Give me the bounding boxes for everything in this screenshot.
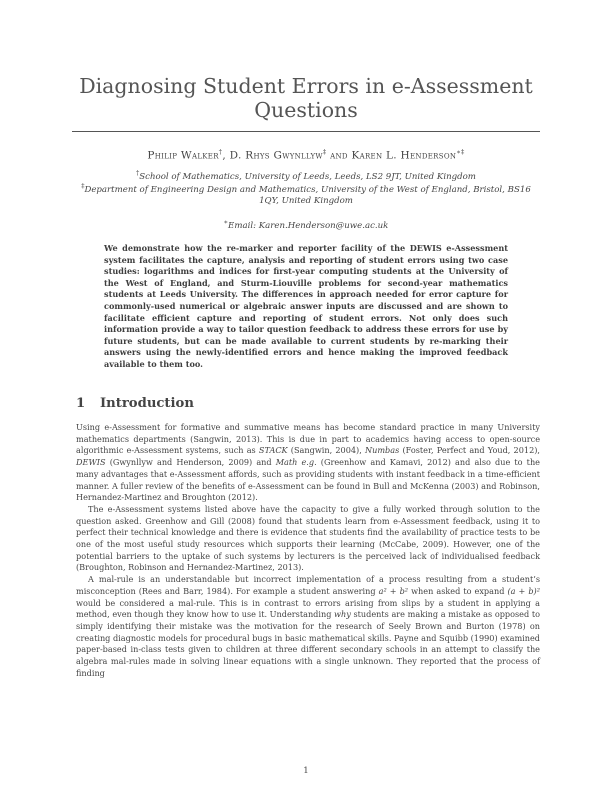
author-mark: † [218, 148, 223, 156]
text-run: would be considered a mal-rule. This is in contrast to errors arising from slips by a student in applying a method, even though they know how to use it. Understanding [76, 597, 540, 620]
system-name: DEWIS [76, 457, 106, 468]
math-expression: (a + b)² [507, 585, 540, 596]
text-run: A mal-rule is an understandable but incorrect implementation of a process resulting from a student’s misconception (Rees and Barr, 1984). For example a student answering [76, 574, 540, 596]
title-rule [72, 131, 540, 132]
email-mark: ∗ [223, 218, 229, 226]
page-number: 1 [303, 766, 309, 776]
emphasis: why [334, 609, 351, 620]
affiliation-text: School of Mathematics, University of Leeds, Leeds, LS2 9JT, United Kingdom [139, 171, 476, 182]
text-run: (Foster, Perfect and Youd, 2012), [399, 445, 540, 456]
author-list: Philip Walker†, D. Rhys Gwynllyw‡ and Karen L. Henderson∗‡ [147, 148, 465, 162]
text-run: (Gwynllyw and Henderson, 2009) and [105, 457, 276, 468]
system-name: STACK [258, 445, 288, 456]
text-run: students are making a mistake as opposed to simply identifying their mistake was the motivation for the research of Seely Brown and Burton (1978) on creating diagnostic models for procedural bugs in basic mathematical skills. Payne and Squibb (1990) examined paper-based in-class tests given to children at three different secondary schools in an attempt to classify the algebra mal-rules made in solving linear equations with a single unknown. They reported that the process of finding [76, 609, 540, 678]
email-text: Email: Karen.Henderson@uwe.ac.uk [228, 220, 389, 231]
affiliation-mark: † [136, 169, 140, 177]
math-expression: a² + b² [378, 585, 409, 596]
author-name: Philip Walker [147, 149, 219, 162]
text-run: (Greenhow and Kamavi, 2012) and also due to the many advantages that e-Assessment affords, such as providing students with instant feedback in a time-efficient manner. A fuller review of the benefits of e-Assessment can be found in Bull and McKenna (2003) and Robinson, Hernandez-Martinez and Broughton (2012). [76, 457, 540, 503]
paragraph [76, 422, 540, 504]
author-name: Karen L. Henderson [351, 149, 457, 162]
section-title: Introduction [100, 396, 194, 411]
paragraph: The e-Assessment systems listed above have the capacity to give a fully worked through solution to the question asked. Greenhow and Gill (2008) found that students learn from e-Assessment feedback, using it to perfect their technical knowledge and there is evidence that students find the availability of practice tests to be one of the most useful study resources which supports their learning (McCabe, 2009). However, one of the potential barriers to the uptake of such systems by lecturers is the perceived lack of individualised feedback (Broughton, Robinson and Hernandez-Martinez, 2013). [76, 503, 540, 573]
author-name: D. Rhys Gwynllyw [229, 149, 323, 162]
author-conjunction: and [330, 149, 348, 162]
text-run: when asked to expand [408, 585, 508, 596]
text-run: Using e-Assessment for formative and summative means has become standard practice in many University mathematics departments (Sangwin, 2013). This is due in part to academics having access to open-source algorithmic e-Assessment systems, such as [76, 422, 540, 456]
body-text [76, 422, 540, 679]
abstract: We demonstrate how the re-marker and reporter facility of the DEWIS e-Assessment system facilitates the capture, analysis and reporting of student errors using two case studies: logarithms and indices for first-year computing students at the University of the West of England, and Sturm-Liouville problems for second-year mathematics students at Leeds University. The differences in approach needed for error capture for commonly-used numerical or algebraic answer inputs are discussed and are shown to facilitate efficient capture and reporting of student errors. Not only does such information provide a way to tailor question feedback to address these errors for use by future students, but can be made available to current students by re-marking their answers using the newly-identified errors and hence making the improved feedback available to them too. [104, 243, 508, 369]
paper-title: Diagnosing Student Errors in e-Assessment Questions [79, 74, 533, 122]
affiliation-2 [72, 181, 540, 208]
section-number: 1 [76, 396, 86, 411]
text-run: (Sangwin, 2004), [287, 445, 365, 456]
system-name: Math e.g. [275, 457, 317, 468]
affiliation-mark: ‡ [81, 182, 85, 190]
author-mark: ∗‡ [456, 148, 465, 156]
system-name: Numbas [365, 445, 400, 456]
paragraph [76, 574, 540, 679]
section-heading [76, 396, 194, 411]
affiliation-text: Department of Engineering Design and Mathematics, University of the West of England, Bristol, BS16 1QY, United Kingdom [84, 184, 531, 207]
contact-email [72, 217, 540, 232]
author-mark: ‡ [322, 148, 327, 156]
